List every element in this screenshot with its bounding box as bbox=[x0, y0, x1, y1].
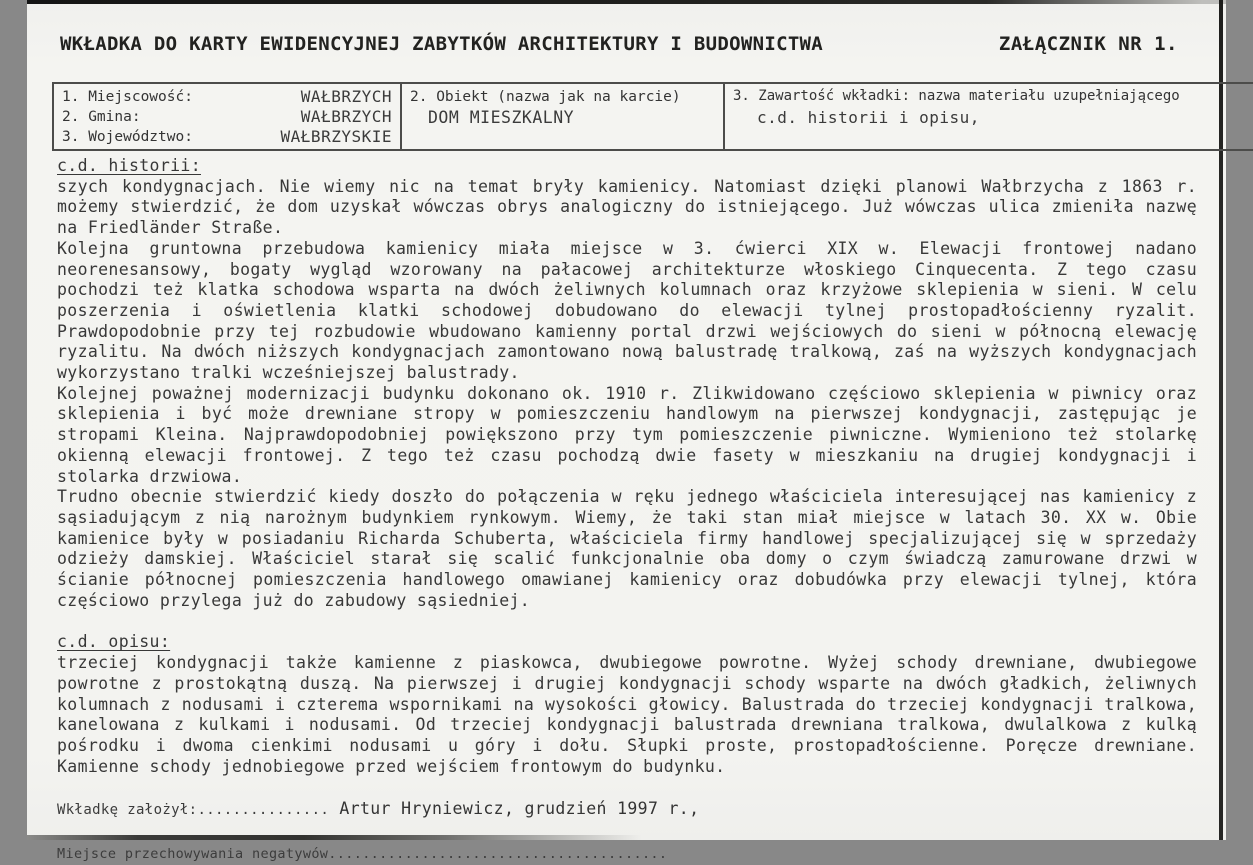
contents-cell bbox=[724, 83, 1253, 150]
record-card-page bbox=[27, 0, 1226, 863]
location-row-gmina bbox=[62, 107, 392, 127]
location-row-wojewodztwo bbox=[62, 127, 392, 147]
history-heading: c.d. historii: bbox=[57, 156, 201, 175]
page-title: WKŁADKA DO KARTY EWIDENCYJNEJ ZABYTKÓW ARCHITEKTURY I BUDOWNICTWA bbox=[60, 33, 824, 55]
history-paragraph: szych kondygnacjach. Nie wiemy nic na temat bryły kamienicy. Natomiast dzięki planowi Wałbrzycha z 1863 r. możemy stwierdzić, że dom uzyskał wówczas obrys analogiczny do istniejącego. Już wówczas ulica zmieniła nazwę na Friedländer Straße. bbox=[57, 176, 1197, 238]
annex-label: ZAŁĄCZNIK NR 1. bbox=[998, 33, 1178, 55]
scan-edge-top bbox=[27, 0, 1226, 4]
negatives-line: Miejsce przechowywania negatywów........................................ bbox=[57, 846, 668, 863]
identification-table bbox=[52, 82, 1253, 151]
field-value-zawartosc: c.d. historii i opisu, bbox=[757, 108, 980, 127]
description-paragraph: trzeciej kondygnacji także kamienne z piaskowca, dwubiegowe powrotne. Wyżej schody drewniane, dwubiegowe powrotne z prostokątną duszą. Na pierwszej i drugiej kondygnacji schody wsparte na dwóch gładkich, żeliwnych kolumnach z nodusami i czterema wspornikami na wysokości głowicy. Balustrada do trzeciej kondygnacji tralkowa, kanelowana z kulkami i nodusami. Od trzeciej kondygnacji balustrada drewniana tralkowa, dwulalkowa z kulką pośrodku i dwoma cienkimi nodusami u góry i dołu. Słupki proste, prostopadłościenne. Poręcze drewniane. Kamienne schody jednobiegowe przed wejściem frontowym do budynku. bbox=[57, 653, 1197, 776]
history-paragraph: Kolejna gruntowna przebudowa kamienicy miała miejsce w 3. ćwierci XIX w. Elewacji frontowej nadano neorenesansowy, bogaty wygląd wzorowany na pałacowej architekturze włoskiego Cinquecenta. Z tego czasu pochodzi też klatka schodowa wsparta na dwóch żeliwnych kolumnach oraz krzyżowe sklepienia w sieni. W celu poszerzenia i oświetlenia klatki schodowej dobudowano do elewacji tylnej prostopadłościenny ryzalit. Prawdopodobnie przy tej rozbudowie wbudowano kamienny portal drzwi wejściowych do sieni w północną elewację ryzalitu. Na dwóch niższych kondygnacjach zamontowano nową balustradę tralkową, zaś na wyższych kondygnacjach wykorzystano tralki wcześniejszej balustrady. bbox=[57, 238, 1197, 383]
history-paragraph: Kolejnej poważnej modernizacji budynku dokonano ok. 1910 r. Zlikwidowano częściowo sklepienia w piwnicy oraz sklepienia i być może drewniane stropy w pomieszczeniu handlowym na pierwszej kondygnacji, zastępując je stropami Kleina. Najprawdopodobniej powiększono przy tym pomieszczenie piwniczne. Wymieniono też stolarkę okienną elewacji frontowej. Z tego też czasu pochodzą dwie fasety w mieszkaniu na drugiej kondygnacji i stolarka drzwiowa. bbox=[57, 383, 1197, 486]
field-label-gmina: 2. Gmina: bbox=[62, 109, 141, 125]
description-section bbox=[57, 632, 1197, 777]
history-section bbox=[57, 156, 1197, 611]
founder-value: Artur Hryniewicz, grudzień 1997 r., bbox=[329, 799, 700, 819]
document-body bbox=[57, 156, 1197, 865]
location-row-miejscowosc bbox=[62, 87, 392, 107]
field-label-wojewodztwo: 3. Województwo: bbox=[62, 129, 193, 145]
field-label-obiekt: 2. Obiekt (nazwa jak na karcie) bbox=[410, 89, 681, 105]
field-label-miejscowosc: 1. Miejscowość: bbox=[62, 89, 193, 105]
field-value-wojewodztwo: WAŁBRZYSKIE bbox=[280, 127, 392, 146]
founder-line bbox=[57, 799, 1197, 821]
field-label-zawartosc: 3. Zawartość wkładki: nazwa materiału uzupełniającego bbox=[733, 88, 1180, 104]
founder-label: Wkładkę założył:............... bbox=[57, 802, 330, 819]
description-heading: c.d. opisu: bbox=[57, 632, 171, 652]
object-cell bbox=[401, 83, 724, 150]
location-cell bbox=[53, 83, 401, 150]
history-paragraph: Trudno obecnie stwierdzić kiedy doszło do połączenia w ręku jednego właściciela interesującej nas kamienicy z sąsiadującym z nią narożnym budynkiem rynkowym. Wiemy, że taki stan miał miejsce w latach 30. XX w. Obie kamienice były w posiadaniu Richarda Schuberta, właściciela firmy handlowej specjalizującej się w sprzedaży odzieży damskiej. Właściciel starał się scalić funkcjonalnie oba domy o czym świadczą zamurowane drzwi w ścianie północnej pomieszczenia handlowego omawianej kamienicy oraz dobudówka przy elewacji tylnej, która częściowo przylega już do zabudowy sąsiedniej. bbox=[57, 487, 1197, 610]
document-header bbox=[60, 33, 1178, 55]
field-value-obiekt: DOM MIESZKALNY bbox=[428, 108, 575, 127]
field-value-miejscowosc: WAŁBRZYCH bbox=[300, 87, 392, 106]
field-value-gmina: WAŁBRZYCH bbox=[300, 107, 392, 126]
